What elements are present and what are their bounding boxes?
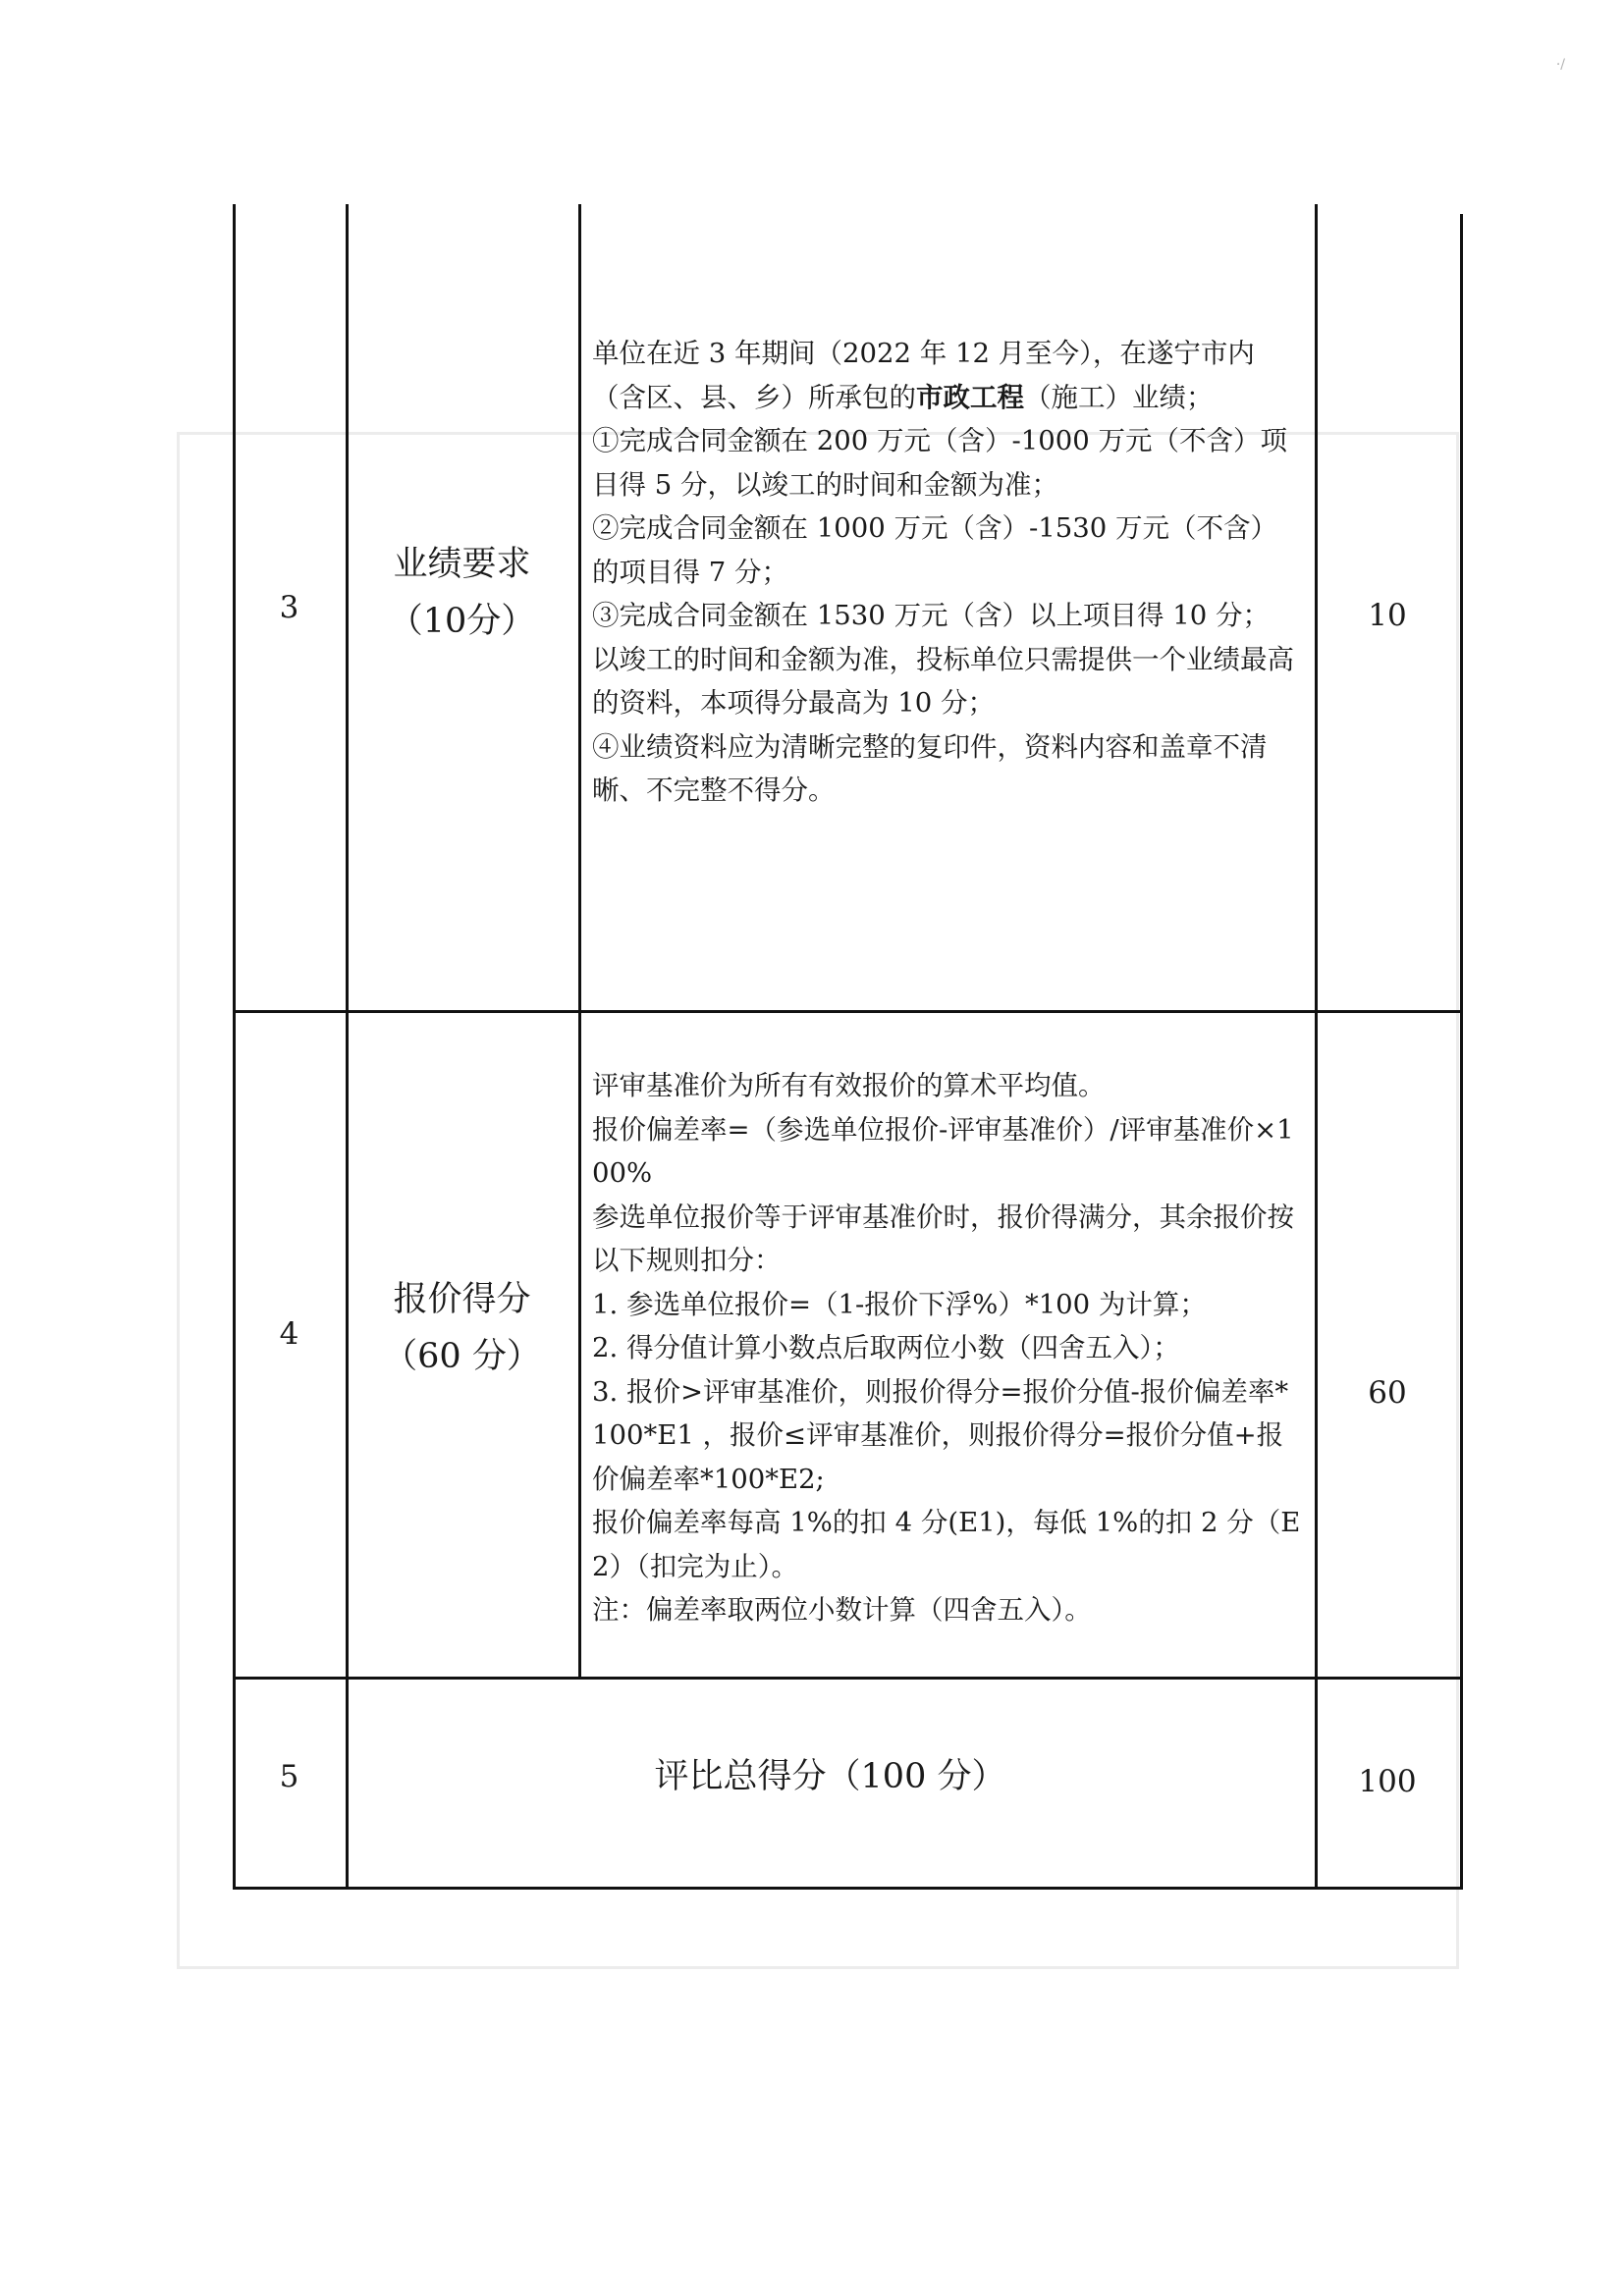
row-3-score: 10 <box>1368 598 1407 633</box>
row-4-rule-6: 报价偏差率每高 1%的扣 4 分(E1)，每低 1%的扣 2 分（E2）（扣完为止）。 <box>592 1507 1301 1582</box>
table-border-bottom <box>233 1887 1463 1890</box>
row-3-item-score: （10分） <box>388 601 536 641</box>
row-4-item <box>346 1272 578 1386</box>
table-border-left <box>233 204 236 1890</box>
row-5-total-label: 评比总得分（100 分） <box>654 1757 1006 1796</box>
row-divider-4-5 <box>233 1677 1463 1680</box>
row-4-score: 60 <box>1368 1375 1407 1411</box>
table-border-right <box>1460 214 1463 1890</box>
row-4-item-name: 报价得分 <box>393 1280 531 1319</box>
row-3-rules <box>592 332 1303 813</box>
column-divider-item <box>578 204 581 1679</box>
row-4-rule-1: 报价偏差率=（参选单位报价-评审基准价）/评审基准价×100% <box>592 1113 1294 1189</box>
row-3-item-name: 业绩要求 <box>393 545 531 584</box>
column-divider-rules <box>1315 204 1318 1890</box>
row-3-rule-intro: 单位在近 3 年期间（2022 年 12 月至今），在遂宁市内（含区、县、乡）所承包的市政工程（施工）业绩； <box>592 338 1255 413</box>
row-3-rule-1: ①完成合同金额在 200 万元（含）-1000 万元（不含）项目得 5 分，以竣工的时间和金额为准； <box>592 425 1287 501</box>
row-5-score: 100 <box>1358 1764 1417 1799</box>
row-3-item <box>346 537 578 651</box>
row-4-rule-5: 3. 报价>评审基准价，则报价得分=报价分值-报价偏差率*100*E1 ，报价≤评审基准价，则报价得分=报价分值+报价偏差率*100*E2; <box>592 1375 1289 1495</box>
row-4-rule-3: 1. 参选单位报价=（1-报价下浮%）*100 为计算； <box>592 1288 1207 1320</box>
row-3-rule-4: 以竣工的时间和金额为准，投标单位只需提供一个业绩最高的资料，本项得分最高为 10 分； <box>592 643 1294 719</box>
row-3-rule-highlight: 市政工程 <box>916 381 1024 413</box>
row-4-rules <box>592 1064 1303 1632</box>
row-3-rule-2: ②完成合同金额在 1000 万元（含）-1530 万元（不含）的项目得 7 分； <box>592 512 1277 588</box>
row-4-rule-2: 参选单位报价等于评审基准价时，报价得满分，其余报价按以下规则扣分： <box>592 1201 1294 1276</box>
row-3-rule-5: ④业绩资料应为清晰完整的复印件，资料内容和盖章不清晰、不完整不得分。 <box>592 730 1268 806</box>
row-3-rule-3: ③完成合同金额在 1530 万元（含）以上项目得 10 分； <box>592 600 1270 631</box>
row-4-item-score: （60 分） <box>383 1336 541 1376</box>
scan-corner-mark: ·/ <box>1555 57 1565 73</box>
column-divider-seq <box>346 204 349 1890</box>
row-5-seq: 5 <box>279 1759 299 1794</box>
row-3-seq: 3 <box>279 590 299 625</box>
row-4-seq: 4 <box>279 1316 299 1352</box>
row-4-rule-4: 2. 得分值计算小数点后取两位小数（四舍五入）； <box>592 1332 1180 1363</box>
row-divider-3-4 <box>233 1010 1463 1013</box>
scoring-table <box>233 0 1462 1890</box>
row-4-rule-7: 注：偏差率取两位小数计算（四舍五入）。 <box>592 1594 1092 1626</box>
row-4-rule-0: 评审基准价为所有有效报价的算术平均值。 <box>592 1070 1106 1101</box>
